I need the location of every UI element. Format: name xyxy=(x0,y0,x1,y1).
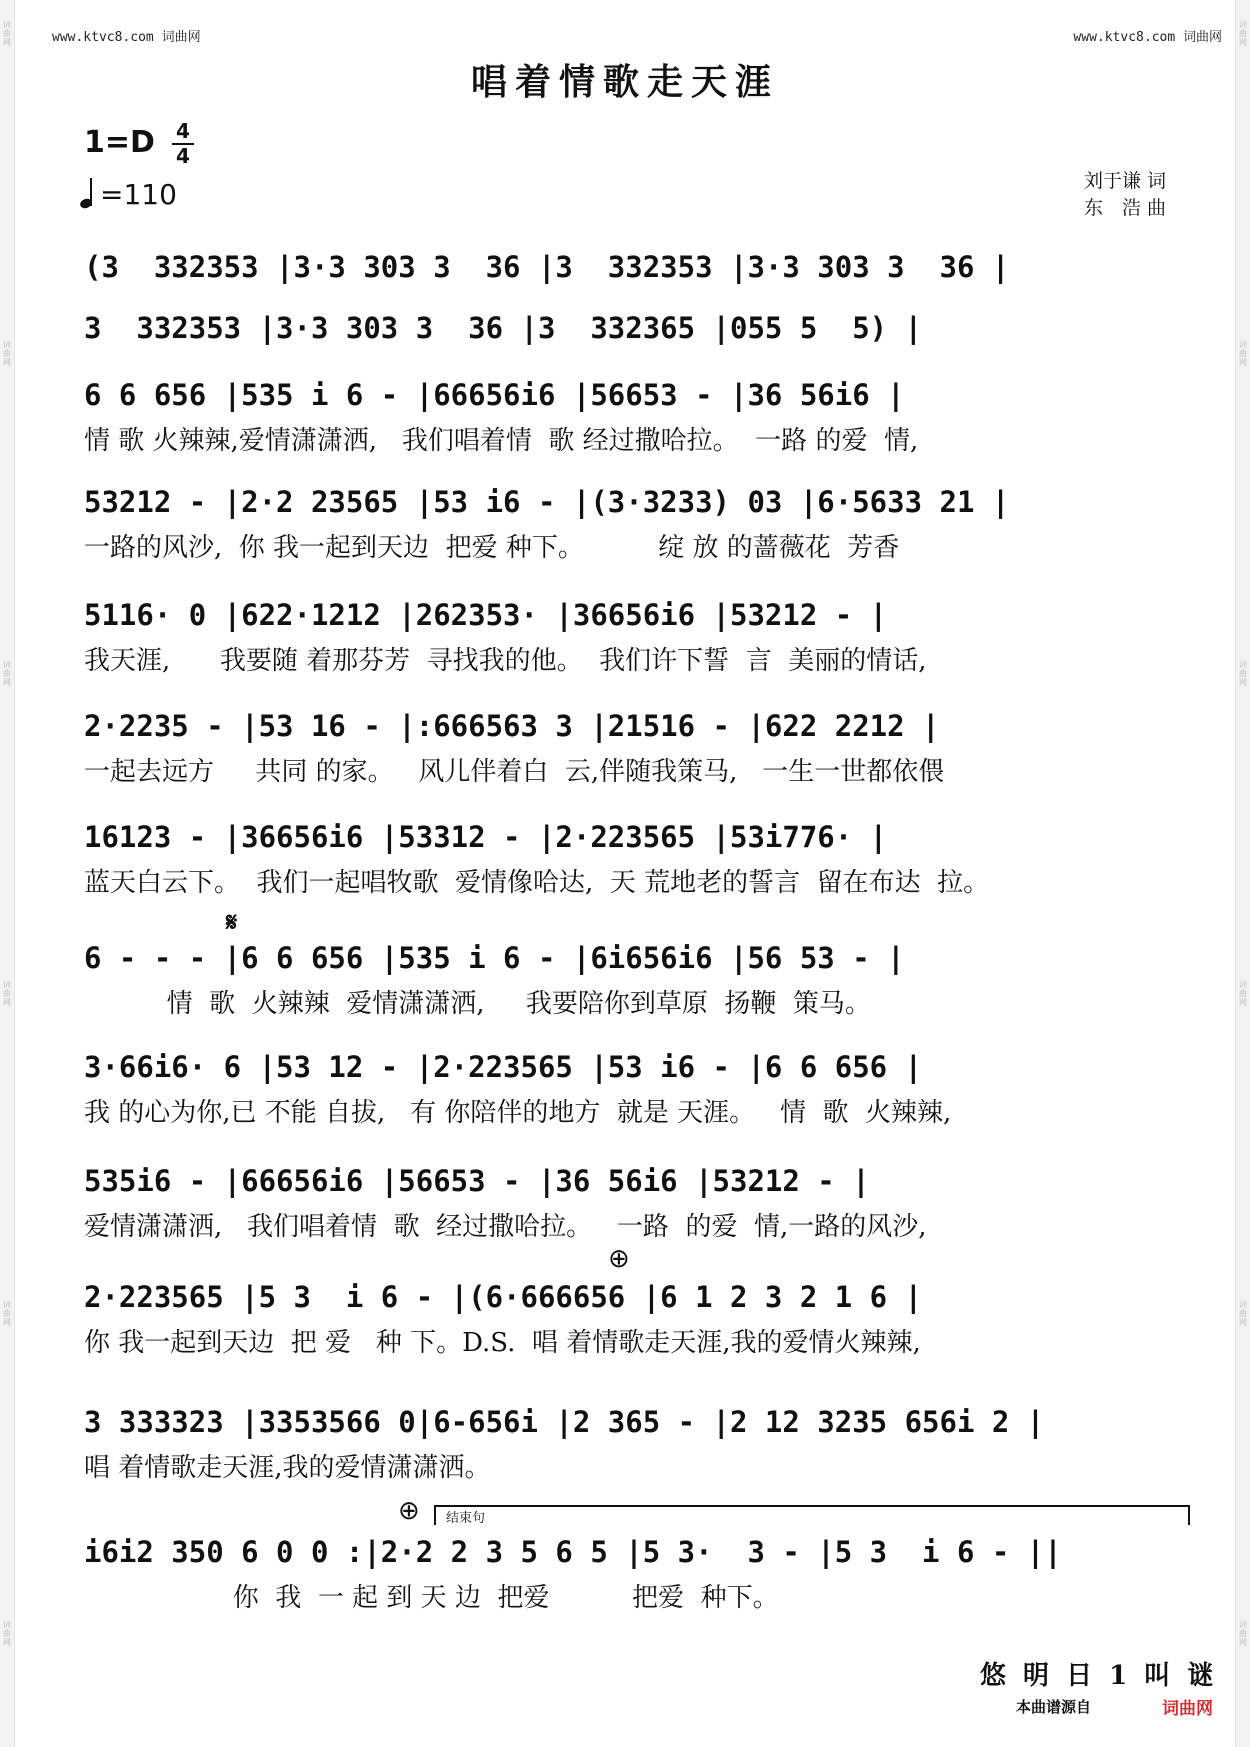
notation-line: 3·66i6· 6 |53 12 - |2·223565 |53 i6 - |6 6 656 | xyxy=(84,1050,923,1084)
lyric-line: 你 我 一 起 到 天 边 把爱 把爱 种下。 xyxy=(84,1583,779,1613)
left-margin-strip xyxy=(0,0,15,1747)
quarter-note-icon xyxy=(80,178,100,208)
ending-bracket xyxy=(434,1505,1190,1525)
lyric-line: 唱 着情歌走天涯,我的爱情潇潇洒。 xyxy=(84,1453,491,1483)
side-watermark: 词曲网 xyxy=(3,980,11,1007)
notation-line: (3 332353 |3·3 303 3 36 |3 332353 |3·3 303 3 36 | xyxy=(84,250,1010,284)
credits xyxy=(1084,168,1166,222)
side-watermark: 词曲网 xyxy=(3,340,11,367)
tempo-value: =110 xyxy=(100,178,177,211)
side-watermark: 词曲网 xyxy=(1239,20,1247,47)
side-watermark: 词曲网 xyxy=(1239,660,1247,687)
side-watermark: 词曲网 xyxy=(3,20,11,47)
segno-icon: 𝄋 xyxy=(226,908,238,938)
time-signature xyxy=(172,121,194,167)
lyric-line: 我 的心为你,已 不能 自拔, 有 你陪伴的地方 就是 天涯。 情 歌 火辣辣, xyxy=(84,1098,952,1128)
notation-line: 3 333323 |3353566 0|6-656i |2 365 - |2 12 3235 656i 2 | xyxy=(84,1405,1045,1439)
notation-line: 2·2235 - |53 16 - |:666563 3 |21516 - |622 2212 | xyxy=(84,709,940,743)
song-title: 唱着情歌走天涯 xyxy=(470,61,779,103)
site-url-right[interactable]: www.ktvc8.com 词曲网 xyxy=(1073,30,1222,45)
lyric-line: 我天涯, 我要随 着那芬芳 寻找我的他。 我们许下誓 言 美丽的情话, xyxy=(84,646,927,676)
lyric-line: 情 歌 火辣辣,爱情潇潇洒, 我们唱着情 歌 经过撒哈拉。 一路 的爱 情, xyxy=(84,426,919,456)
composer: 东 浩 曲 xyxy=(1084,197,1167,219)
side-watermark: 词曲网 xyxy=(1239,1300,1247,1327)
lyric-line: 蓝天白云下。 我们一起唱牧歌 爱情像哈达, 天 荒地老的誓言 留在布达 拉。 xyxy=(84,868,990,898)
key-signature: 1=D xyxy=(84,125,155,160)
side-watermark: 词曲网 xyxy=(3,660,11,687)
side-watermark: 词曲网 xyxy=(1239,340,1247,367)
footer-source-site[interactable]: 词曲网 xyxy=(1162,1699,1213,1719)
notation-line: i6i2 350 6 0 0 :|2·2 2 3 5 6 5 |5 3· 3 - |5 3 i 6 - || xyxy=(84,1535,1062,1569)
tempo-marking xyxy=(80,178,177,211)
notation-line: 6 - - - |6 6 656 |535 i 6 - |6i656i6 |56 53 - | xyxy=(84,941,905,975)
notation-line: 535i6 - |66656i6 |56653 - |36 56i6 |53212 - | xyxy=(84,1164,870,1198)
right-margin-strip xyxy=(1235,0,1250,1747)
lyric-line: 一起去远方 共同 的家。 风儿伴着白 云,伴随我策马, 一生一世都依偎 xyxy=(84,757,945,787)
notation-line: 16123 - |36656i6 |53312 - |2·223565 |53i776· | xyxy=(84,820,888,854)
site-url-left[interactable]: www.ktvc8.com 词曲网 xyxy=(52,30,201,45)
lyric-line: 情 歌 火辣辣 爱情潇潇洒, 我要陪你到草原 扬鞭 策马。 xyxy=(84,989,871,1019)
footer-logo: 悠 明 日 1 叫 谜 xyxy=(980,1661,1218,1691)
meter-bottom: 4 xyxy=(176,144,190,168)
meter-top: 4 xyxy=(176,119,190,143)
notation-line: 2·223565 |5 3 i 6 - |(6·666656 |6 1 2 3 2 1 6 | xyxy=(84,1280,923,1314)
side-watermark: 词曲网 xyxy=(1239,1620,1247,1647)
lyric-line: 一路的风沙, 你 我一起到天边 把爱 种下。 绽 放 的蔷薇花 芳香 xyxy=(84,533,900,563)
lyricist: 刘于谦 词 xyxy=(1084,170,1167,192)
notation-line: 6 6 656 |535 i 6 - |66656i6 |56653 - |36 56i6 | xyxy=(84,378,905,412)
footer-source-label: 本曲谱源自 xyxy=(1016,1698,1092,1716)
side-watermark: 词曲网 xyxy=(3,1620,11,1647)
side-watermark: 词曲网 xyxy=(1239,980,1247,1007)
notation-line: 3 332353 |3·3 303 3 36 |3 332365 |055 5 5) | xyxy=(84,311,923,345)
notation-line: 5116· 0 |622·1212 |262353· |36656i6 |53212 - | xyxy=(84,598,888,632)
ending-label: 结束句 xyxy=(446,1511,486,1526)
coda-icon: ⊕ xyxy=(398,1496,420,1526)
notation-line: 53212 - |2·2 23565 |53 i6 - |(3·3233) 03 |6·5633 21 | xyxy=(84,485,1010,519)
lyric-line: 爱情潇潇洒, 我们唱着情 歌 经过撒哈拉。 一路 的爱 情,一路的风沙, xyxy=(84,1212,927,1242)
coda-icon: ⊕ xyxy=(608,1244,630,1274)
side-watermark: 词曲网 xyxy=(3,1300,11,1327)
lyric-line: 你 我一起到天边 把 爱 种 下。D.S. 唱 着情歌走天涯,我的爱情火辣辣, xyxy=(84,1328,921,1358)
